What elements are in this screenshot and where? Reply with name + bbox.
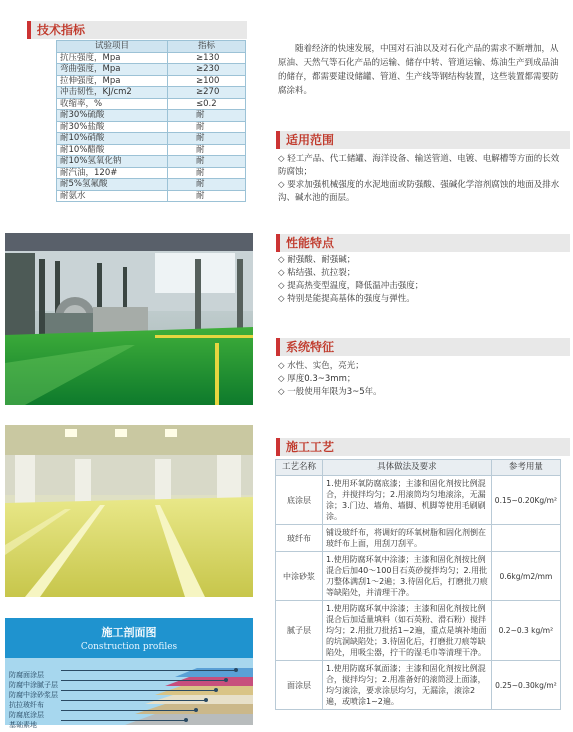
profile-layer-list: [9, 662, 209, 729]
process-row: [276, 552, 561, 601]
process-row: [276, 601, 561, 661]
spec-value: 耐: [168, 167, 246, 179]
process-title: 施工工艺: [276, 438, 570, 456]
profile-layer-label: 防腐底涂层: [9, 711, 44, 719]
spec-item: 耐30%盐酸: [57, 121, 168, 133]
profile-layer-label: 抗拉玻纤布: [9, 701, 44, 709]
features-item: ◇ 耐强酸、耐强碱；: [278, 255, 356, 265]
spec-value: ≥230: [168, 64, 246, 76]
features-title: 性能特点: [276, 234, 570, 252]
scope-title: 适用范围: [276, 131, 570, 149]
spec-value: 耐: [168, 179, 246, 191]
process-step-qty: 0.6kg/m2/mm: [491, 552, 560, 601]
scope-item: ◇ 轻工产品、代工储罐、海洋设备、输送管道、电镀、电解槽等方面的长效防腐蚀；: [278, 154, 560, 177]
system-title: 系统特征: [276, 338, 570, 356]
process-step-name: 底涂层: [276, 476, 323, 525]
system-list: [278, 360, 560, 399]
spec-value: ≥270: [168, 87, 246, 99]
spec-item: 耐氨水: [57, 190, 168, 202]
factory-floor-photo: [5, 233, 253, 405]
process-step-qty: [491, 525, 560, 552]
features-list: [278, 254, 560, 306]
spec-value: 耐: [168, 133, 246, 145]
spec-row: [57, 64, 246, 76]
profile-leader-line: [61, 710, 196, 711]
spec-row: [57, 167, 246, 179]
features-item: ◇ 特别是能提高基体的强度与弹性。: [278, 294, 415, 304]
profile-leader-line: [61, 720, 186, 721]
spec-value: ≤0.2: [168, 98, 246, 110]
system-item: ◇ 水性、实色，亮光；: [278, 361, 364, 371]
spec-value: 耐: [168, 190, 246, 202]
spec-row: [57, 190, 246, 202]
process-header-cell: 具体做法及要求: [323, 460, 492, 476]
spec-value: 耐: [168, 121, 246, 133]
spec-item: 冲击韧性，KJ/cm2: [57, 87, 168, 99]
spec-item: 耐30%硫酸: [57, 110, 168, 122]
profile-leader-line: [61, 680, 226, 681]
spec-row: [57, 110, 246, 122]
spec-item: 收缩率，%: [57, 98, 168, 110]
profile-subtitle: Construction profiles: [80, 642, 178, 652]
process-step-desc: 铺设玻纤布，将调好的环氧树脂和固化剂倒在玻纤布上面，用刮刀刮平。: [323, 525, 492, 552]
scope-list: [278, 153, 560, 205]
spec-item: 耐10%醋酸: [57, 144, 168, 156]
spec-header-cell: 指标: [168, 41, 246, 53]
tech-specs-title: 技术指标: [27, 21, 247, 39]
profile-layer-label: 防腐面涂层: [9, 671, 44, 679]
spec-value: 耐: [168, 110, 246, 122]
profile-leader-dot: [214, 688, 218, 692]
process-step-desc: 1.使用防腐环氧中涂漆；主漆和固化剂按比例混合后加适量填料（如石英粉、滑石粉）搅拌均匀；2.用批刀批括1~2遍，重点是填补地面的坑洞缺陷处；3.待固化后，打磨批刀痕等缺陷处，用吸尘器，拧干的湿毛巾等清理干净。: [323, 601, 492, 661]
spec-header-cell: 试验项目: [57, 41, 168, 53]
profile-leader-dot: [234, 668, 238, 672]
process-table: [275, 459, 561, 710]
spec-value: 耐: [168, 144, 246, 156]
process-header-cell: 参考用量: [491, 460, 560, 476]
spec-row: [57, 144, 246, 156]
scope-item: ◇ 要求加强机械强度的水泥地面或防强酸、强碱化学溶剂腐蚀的地面及排水沟、碱水池的面层。: [278, 180, 560, 203]
spec-item: 耐汽油，120#: [57, 167, 168, 179]
profile-leader-dot: [184, 718, 188, 722]
process-header-cell: 工艺名称: [276, 460, 323, 476]
process-step-desc: 1.使用防腐环氧中涂漆；主漆和固化剂按比例混合后加40～100目石英砂搅拌均匀；2.用批刀整体满刮1～2遍；3.待固化后，打磨批刀痕等缺陷处，并清理干净。: [323, 552, 492, 601]
process-step-qty: 0.15~0.20Kg/m²: [491, 476, 560, 525]
process-row: [276, 525, 561, 552]
spec-row: [57, 133, 246, 145]
spec-row: [57, 98, 246, 110]
process-header-row: [276, 460, 561, 476]
process-step-qty: 0.25~0.30kg/m²: [491, 661, 560, 710]
spec-item: 拉伸强度，Mpa: [57, 75, 168, 87]
process-step-desc: 1.使用防腐环氧面漆；主漆和固化剂按比例混合，搅拌均匀；2.用准备好的滚筒浸上面漆，均匀滚涂，要求涂层均匀，无漏涂，滚涂2遍，或喷涂1~2遍。: [323, 661, 492, 710]
spec-value: ≥100: [168, 75, 246, 87]
spec-row: [57, 121, 246, 133]
intro-paragraph: 随着经济的快速发展，中国对石油以及对石化产品的需求不断增加，从原油、天然气等石化产品的运输、储存中转、管道运输、炼油生产到成品油的储存，都需要建设储罐、管道、生产线等钢结构装置，这些装置都需要防腐涂料。: [278, 44, 559, 96]
spec-row: [57, 52, 246, 64]
profile-layer-row: [9, 662, 209, 679]
process-step-name: 玻纤布: [276, 525, 323, 552]
features-item: ◇ 提高热变型温度，降低温冲击强度；: [278, 281, 424, 291]
spec-item: 抗压强度，Mpa: [57, 52, 168, 64]
features-item: ◇ 粘结强、抗拉裂；: [278, 268, 356, 278]
spec-item: 耐10%硝酸: [57, 133, 168, 145]
spec-value: 耐: [168, 156, 246, 168]
spec-row: [57, 156, 246, 168]
system-item: ◇ 厚度0.3~3mm；: [278, 374, 356, 384]
yellow-floor-photo: [5, 425, 253, 597]
profile-leader-line: [61, 700, 206, 701]
spec-item: 耐5%氢氟酸: [57, 179, 168, 191]
profile-layer-label: 防腐中涂砂浆层: [9, 691, 58, 699]
spec-item: 弯曲强度，Mpa: [57, 64, 168, 76]
spec-row: [57, 87, 246, 99]
process-row: [276, 476, 561, 525]
profile-layer-label: 防腐中涂腻子层: [9, 681, 58, 689]
profile-leader-line: [61, 690, 216, 691]
tech-specs-table: [56, 40, 246, 202]
process-step-qty: 0.2~0.3 kg/m²: [491, 601, 560, 661]
spec-item: 耐10%氢氧化钠: [57, 156, 168, 168]
spec-row: [57, 75, 246, 87]
process-step-name: 中涂砂浆: [276, 552, 323, 601]
profile-title: 施工剖面图: [101, 626, 157, 639]
construction-profile-panel: [5, 618, 253, 729]
spec-header-row: [57, 41, 246, 53]
spec-row: [57, 179, 246, 191]
profile-layer-label: 基础素地: [9, 721, 37, 729]
profile-header: [5, 618, 253, 658]
profile-leader-line: [61, 670, 236, 671]
system-item: ◇ 一般使用年限为3~5年。: [278, 387, 382, 397]
profile-leader-dot: [224, 678, 228, 682]
process-step-name: 面涂层: [276, 661, 323, 710]
process-step-name: 腻子层: [276, 601, 323, 661]
spec-value: ≥130: [168, 52, 246, 64]
process-step-desc: 1.使用环氧防腐底漆；主漆和固化剂按比例混合，并搅拌均匀；2.用滚筒均匀地滚涂，无漏涂；3.门边、墙角、墙脚、机脚等使用毛刷刷涂。: [323, 476, 492, 525]
process-row: [276, 661, 561, 710]
